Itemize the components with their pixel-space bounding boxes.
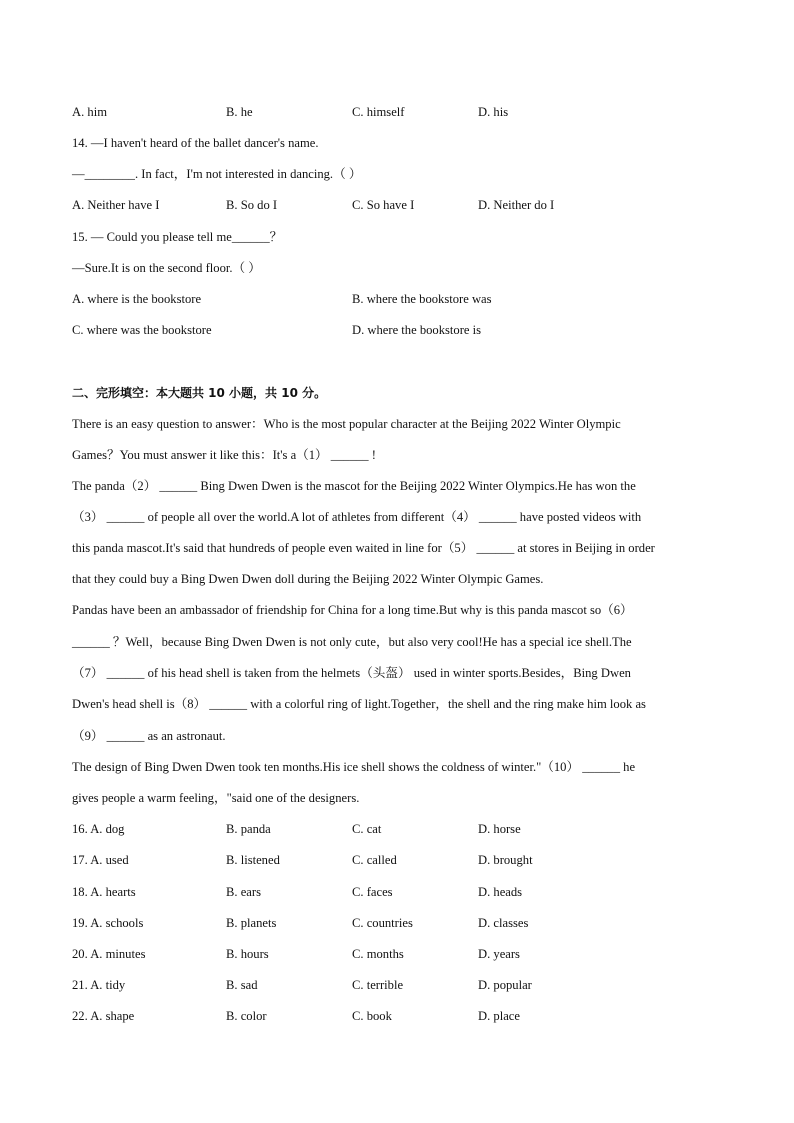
q15-option-d: D. where the bookstore is bbox=[352, 323, 482, 337]
passage-line: ______ ？Well，because Bing Dwen Dwen is not only cute，but also very cool!He has a special ice shell.The bbox=[72, 635, 632, 649]
choice-20-c: C. months bbox=[352, 947, 404, 961]
q15-option-a: A. where is the bookstore bbox=[72, 292, 202, 306]
choice-19-c: C. countries bbox=[352, 916, 413, 930]
q15-option-b: B. where the bookstore was bbox=[352, 292, 492, 306]
choice-22-d: D. place bbox=[478, 1009, 520, 1023]
choice-16-a: 16. A. dog bbox=[72, 822, 125, 836]
q13-option-a: A. him bbox=[72, 105, 107, 119]
choice-18-d: D. heads bbox=[478, 885, 523, 899]
choice-21-a: 21. A. tidy bbox=[72, 978, 126, 992]
q13-option-d: D. his bbox=[478, 105, 509, 119]
choice-19-b: B. planets bbox=[226, 916, 277, 930]
choice-17-c: C. called bbox=[352, 853, 397, 867]
choice-16-c: C. cat bbox=[352, 822, 382, 836]
passage-line: that they could buy a Bing Dwen Dwen doll during the Beijing 2022 Winter Olympic Games. bbox=[72, 572, 544, 586]
choice-18-c: C. faces bbox=[352, 885, 393, 899]
choice-17-d: D. brought bbox=[478, 853, 533, 867]
q15-stem: 15. — Could you please tell me______？ bbox=[72, 230, 283, 244]
passage-line: this panda mascot.It's said that hundreds of people even waited in line for（5） ______ at stores in Beijing in order bbox=[72, 541, 655, 555]
q15-answer-line: —Sure.It is on the second floor.（ ） bbox=[72, 261, 261, 275]
choice-19-d: D. classes bbox=[478, 916, 529, 930]
choice-18-a: 18. A. hearts bbox=[72, 885, 136, 899]
passage-line: The design of Bing Dwen Dwen took ten months.His ice shell shows the coldness of winter."（10） ______ he bbox=[72, 760, 636, 774]
passage-line: Games？You must answer it like this：It's a（1） ______ ! bbox=[72, 448, 376, 462]
q15-option-c: C. where was the bookstore bbox=[72, 323, 212, 337]
q14-option-b: B. So do I bbox=[226, 198, 278, 212]
passage-line: The panda（2） ______ Bing Dwen Dwen is the mascot for the Beijing 2022 Winter Olympics.He has won the bbox=[72, 479, 636, 493]
choice-20-a: 20. A. minutes bbox=[72, 947, 146, 961]
q14-stem: 14. —I haven't heard of the ballet dancer's name. bbox=[72, 136, 319, 150]
passage-line: gives people a warm feeling，"said one of the designers. bbox=[72, 791, 360, 805]
passage-line: （9） ______ as an astronaut. bbox=[72, 729, 226, 743]
choice-20-d: D. years bbox=[478, 947, 520, 961]
choice-17-a: 17. A. used bbox=[72, 853, 129, 867]
choice-21-d: D. popular bbox=[478, 978, 532, 992]
q14-option-a: A. Neither have I bbox=[72, 198, 160, 212]
choice-16-d: D. horse bbox=[478, 822, 521, 836]
passage-line: Dwen's head shell is（8） ______ with a colorful ring of light.Together，the shell and the ring make him look as bbox=[72, 697, 646, 711]
choice-22-c: C. book bbox=[352, 1009, 392, 1023]
passage-line: （7） ______ of his head shell is taken from the helmets（头盔） used in winter sports.Besides，Bing Dwen bbox=[72, 666, 631, 680]
passage-line: （3） ______ of people all over the world.A lot of athletes from different（4） ______ have posted videos with bbox=[72, 510, 642, 524]
choice-16-b: B. panda bbox=[226, 822, 271, 836]
choice-18-b: B. ears bbox=[226, 885, 261, 899]
passage-line: Pandas have been an ambassador of friendship for China for a long time.But why is this panda mascot so（6） bbox=[72, 603, 633, 617]
choice-20-b: B. hours bbox=[226, 947, 269, 961]
choice-19-a: 19. A. schools bbox=[72, 916, 144, 930]
choice-22-a: 22. A. shape bbox=[72, 1009, 135, 1023]
q14-option-d: D. Neither do I bbox=[478, 198, 555, 212]
choice-21-b: B. sad bbox=[226, 978, 258, 992]
choice-22-b: B. color bbox=[226, 1009, 267, 1023]
choice-21-c: C. terrible bbox=[352, 978, 404, 992]
section-heading: 二、完形填空：本大题共 10 小题，共 10 分。 bbox=[72, 386, 327, 400]
q13-option-c: C. himself bbox=[352, 105, 405, 119]
q14-option-c: C. So have I bbox=[352, 198, 415, 212]
q14-answer-line: —________. In fact，I'm not interested in dancing.（ ） bbox=[72, 167, 362, 181]
passage-line: There is an easy question to answer：Who is the most popular character at the Beijing 2022 Winter Olympic bbox=[72, 417, 621, 431]
q13-option-b: B. he bbox=[226, 105, 253, 119]
choice-17-b: B. listened bbox=[226, 853, 280, 867]
